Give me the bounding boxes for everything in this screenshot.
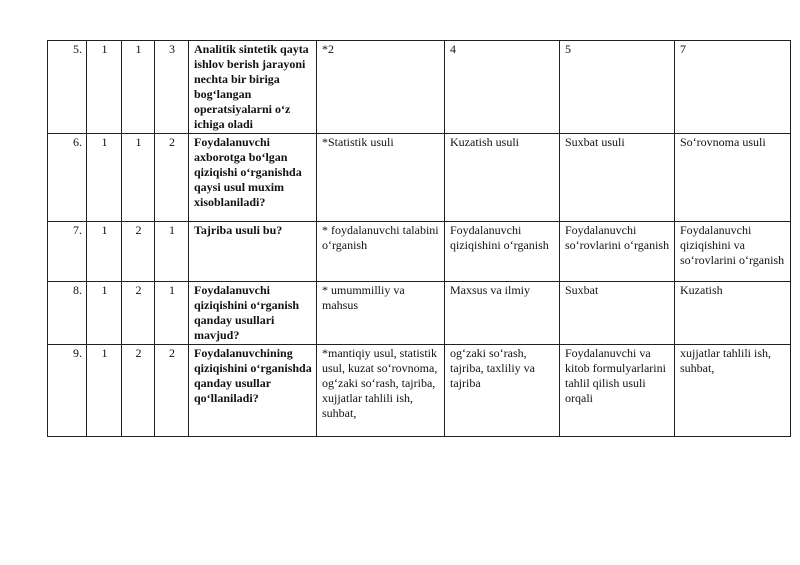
table-row (48, 222, 791, 282)
question-text: Analitik sintetik qayta ishlov berish jarayoni nechta bir biriga bog‘langan operatsiyalarni o‘z ichiga oladi (189, 41, 317, 134)
test-questions-table (47, 40, 791, 437)
option-3: Suxbat (560, 282, 675, 345)
option-4: So‘rovnoma usuli (675, 134, 791, 222)
level-c: 2 (155, 134, 189, 222)
level-a: 1 (87, 345, 122, 437)
option-4: xujjatlar tahlili ish, suhbat, (675, 345, 791, 437)
level-b: 2 (122, 222, 155, 282)
level-c: 2 (155, 345, 189, 437)
question-text: Foydalanuvchining qiziqishini o‘rganishda qanday usullar qo‘llaniladi? (189, 345, 317, 437)
option-3: Foydalanuvchi va kitob formulyarlarini tahlil qilish usuli orqali (560, 345, 675, 437)
option-2: Kuzatish usuli (445, 134, 560, 222)
question-text: Tajriba usuli bu? (189, 222, 317, 282)
option-2: Maxsus va ilmiy (445, 282, 560, 345)
level-b: 2 (122, 345, 155, 437)
option-3: Foydalanuvchi so‘rovlarini o‘rganish (560, 222, 675, 282)
question-number: 8. (48, 282, 87, 345)
level-a: 1 (87, 41, 122, 134)
table-row (48, 41, 791, 134)
level-a: 1 (87, 134, 122, 222)
option-correct: * umummilliy va mahsus (317, 282, 445, 345)
option-correct: *2 (317, 41, 445, 134)
option-correct: *Statistik usuli (317, 134, 445, 222)
table-row (48, 134, 791, 222)
option-correct: * foydalanuvchi talabini o‘rganish (317, 222, 445, 282)
option-2: Foydalanuvchi qiziqishini o‘rganish (445, 222, 560, 282)
level-c: 1 (155, 282, 189, 345)
option-correct: *mantiqiy usul, statistik usul, kuzat so‘rovnoma, og‘zaki so‘rash, tajriba, xujjatlar tahlili ish, suhbat, (317, 345, 445, 437)
question-number: 5. (48, 41, 87, 134)
table-row (48, 282, 791, 345)
level-b: 2 (122, 282, 155, 345)
level-b: 1 (122, 41, 155, 134)
option-4: Kuzatish (675, 282, 791, 345)
question-number: 7. (48, 222, 87, 282)
option-4: 7 (675, 41, 791, 134)
level-c: 3 (155, 41, 189, 134)
level-c: 1 (155, 222, 189, 282)
table-row (48, 345, 791, 437)
option-2: 4 (445, 41, 560, 134)
level-b: 1 (122, 134, 155, 222)
option-2: og‘zaki so‘rash, tajriba, taxliliy va tajriba (445, 345, 560, 437)
option-3: 5 (560, 41, 675, 134)
level-a: 1 (87, 282, 122, 345)
question-text: Foydalanuvchi axborotga bo‘lgan qiziqishi o‘rganishda qaysi usul muxim xisoblaniladi? (189, 134, 317, 222)
question-number: 9. (48, 345, 87, 437)
option-3: Suxbat usuli (560, 134, 675, 222)
level-a: 1 (87, 222, 122, 282)
option-4: Foydalanuvchi qiziqishini va so‘rovlarini o‘rganish (675, 222, 791, 282)
question-text: Foydalanuvchi qiziqishini o‘rganish qanday usullari mavjud? (189, 282, 317, 345)
question-number: 6. (48, 134, 87, 222)
